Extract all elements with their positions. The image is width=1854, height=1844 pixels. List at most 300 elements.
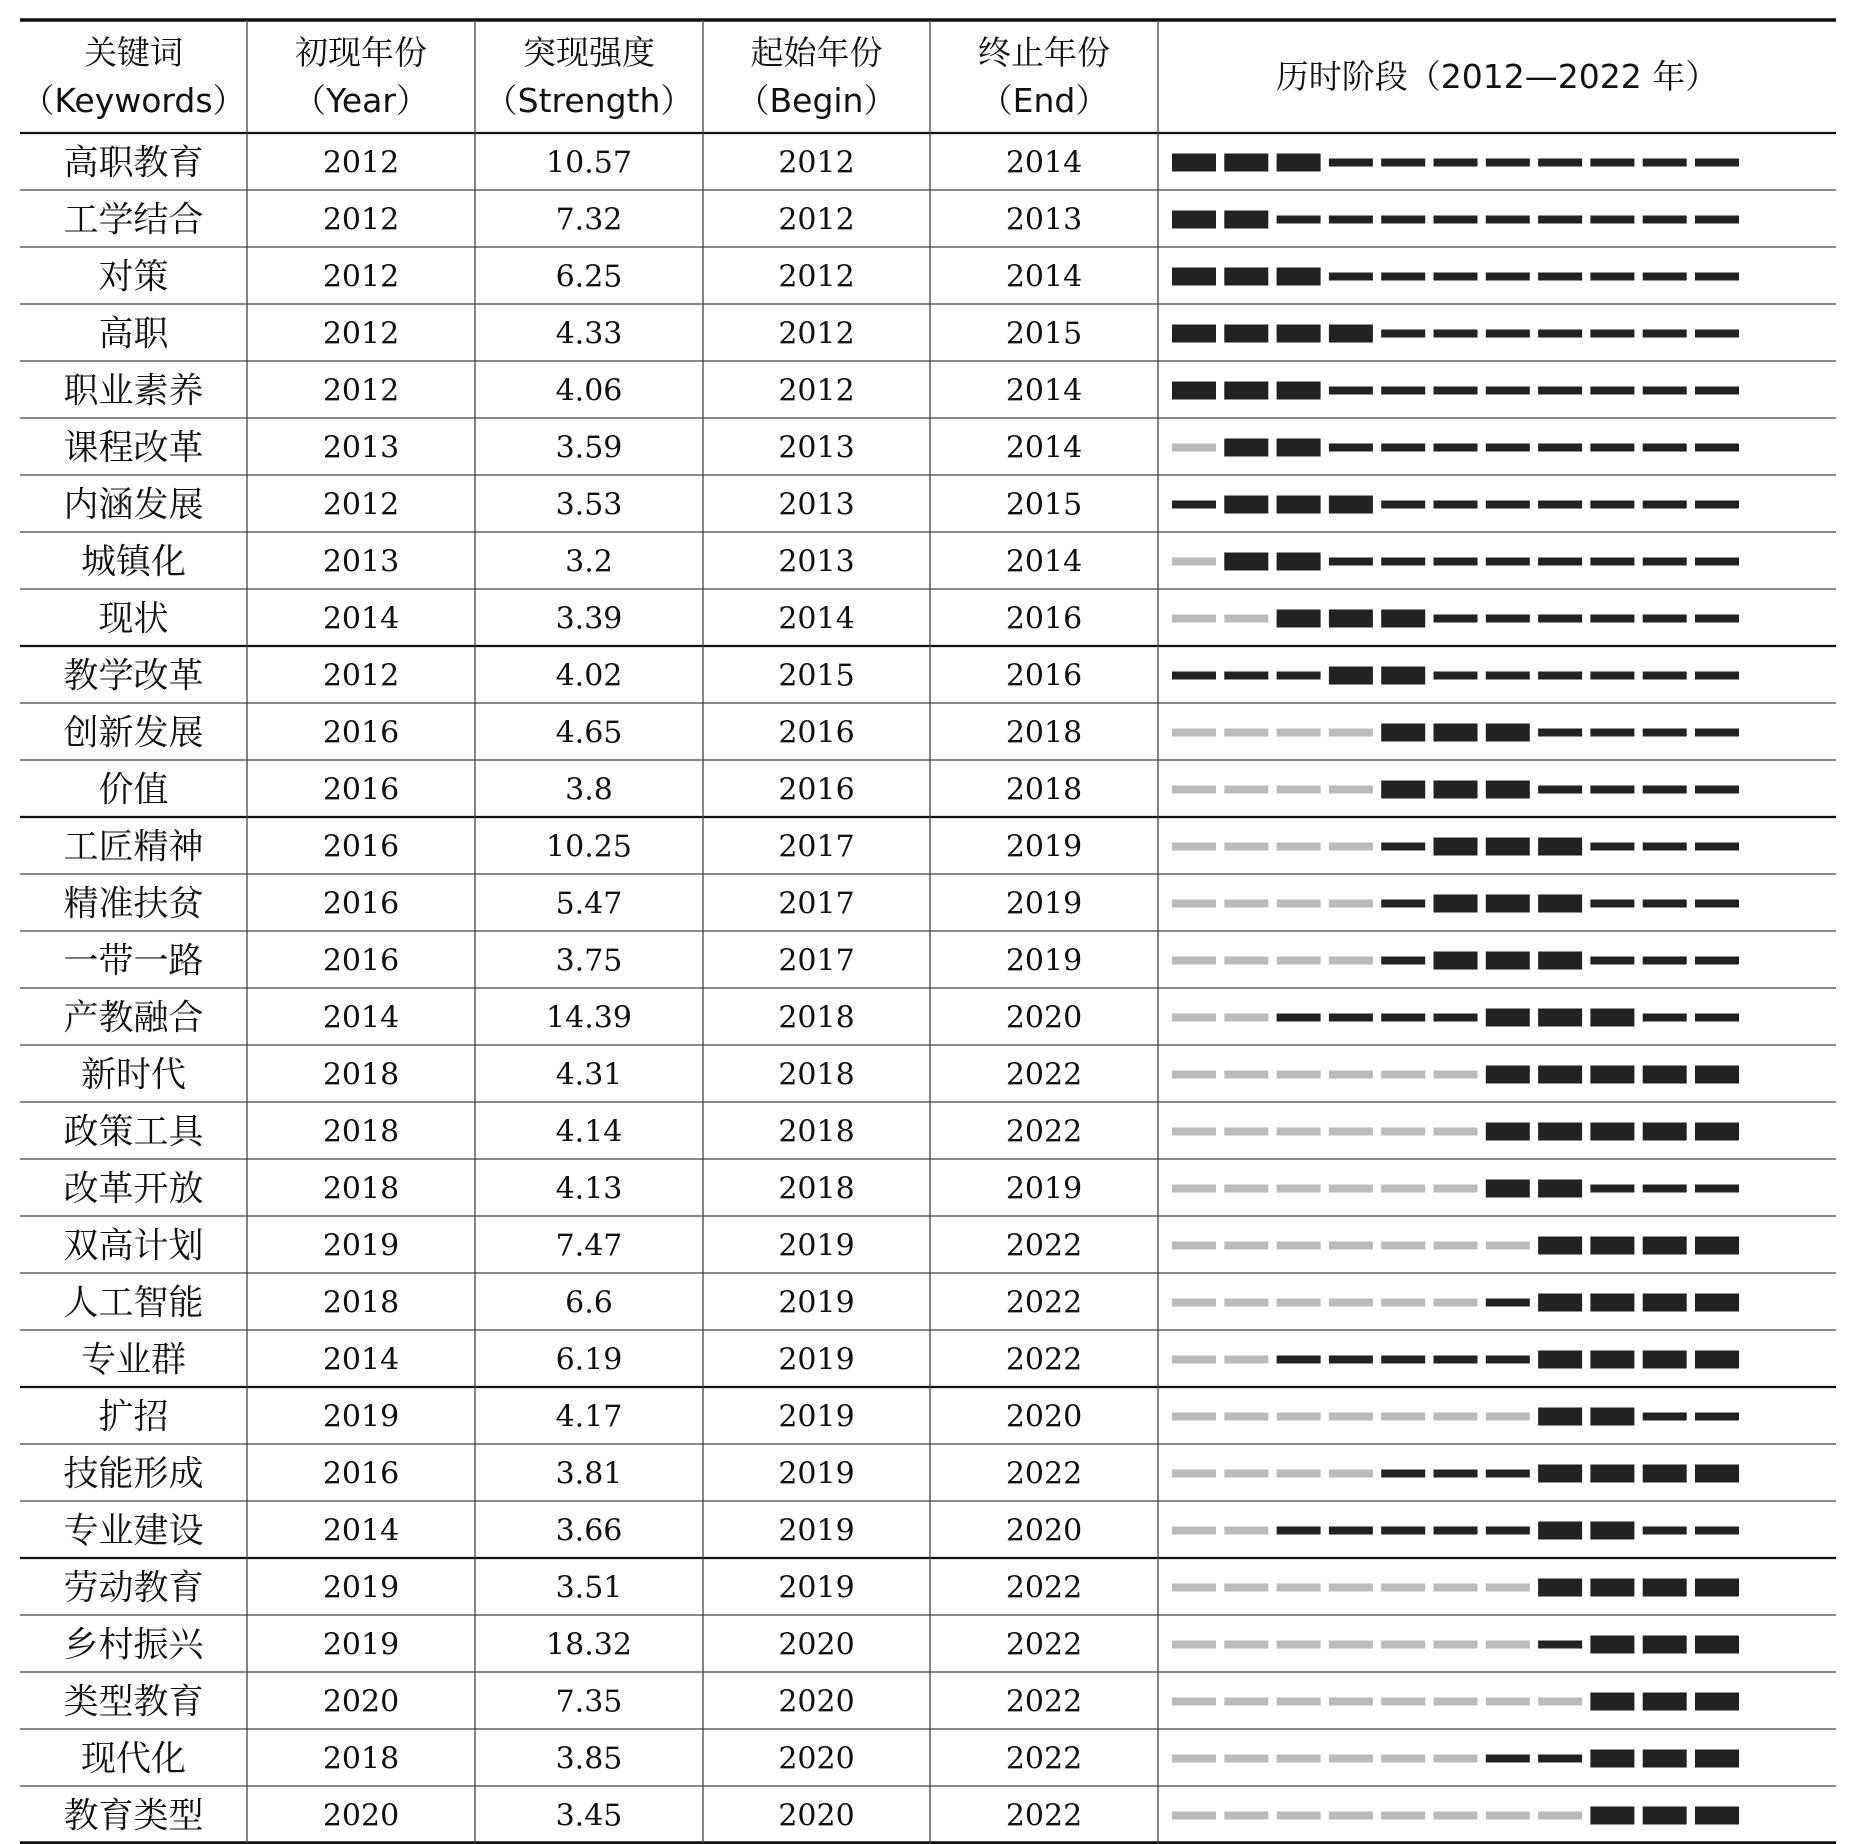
cell-begin: 2017 — [778, 829, 855, 865]
cell-begin: 2020 — [778, 1684, 855, 1720]
segment-burst — [1277, 610, 1321, 628]
segment-absent — [1381, 1128, 1425, 1136]
segment-absent — [1329, 957, 1373, 965]
segment-absent — [1224, 1812, 1268, 1820]
cell-strength: 10.57 — [546, 145, 632, 181]
segment-burst — [1329, 496, 1373, 514]
segment-burst — [1695, 1066, 1739, 1084]
cell-strength: 18.32 — [546, 1627, 632, 1663]
table-row — [63, 1797, 1739, 1837]
table-row — [98, 600, 1739, 640]
segment-absent — [1172, 786, 1216, 794]
segment-burst — [1590, 1066, 1634, 1084]
segment-present — [1486, 330, 1530, 338]
segment-absent — [1224, 1584, 1268, 1592]
cell-end: 2022 — [1005, 1684, 1083, 1720]
segment-present — [1381, 501, 1425, 509]
segment-present — [1538, 273, 1582, 281]
segment-burst — [1329, 610, 1373, 628]
cell-year: 2012 — [322, 658, 400, 694]
cell-begin: 2012 — [778, 316, 855, 352]
cell-strength: 7.35 — [555, 1684, 623, 1720]
segment-burst — [1590, 1750, 1634, 1768]
segment-present — [1538, 1755, 1582, 1763]
segment-absent — [1329, 843, 1373, 851]
segment-present — [1434, 1470, 1478, 1478]
segment-absent — [1172, 1470, 1216, 1478]
segment-present — [1643, 615, 1687, 623]
cell-year: 2012 — [322, 316, 400, 352]
segment-present — [1538, 672, 1582, 680]
cell-keyword: 技能形成 — [63, 1454, 204, 1495]
segment-absent — [1434, 1128, 1478, 1136]
cell-strength: 6.19 — [555, 1342, 623, 1378]
segment-present — [1434, 672, 1478, 680]
segment-absent — [1224, 1755, 1268, 1763]
cell-strength: 6.6 — [565, 1285, 613, 1321]
segment-present — [1695, 330, 1739, 338]
segment-absent — [1172, 1242, 1216, 1250]
segment-present — [1590, 444, 1634, 452]
cell-keyword: 政策工具 — [63, 1112, 204, 1153]
segment-present — [1486, 387, 1530, 395]
cell-year: 2019 — [322, 1228, 400, 1264]
segment-present — [1538, 330, 1582, 338]
segment-present — [1329, 159, 1373, 167]
segment-burst — [1695, 1750, 1739, 1768]
cell-keyword: 专业群 — [80, 1340, 187, 1381]
segment-absent — [1224, 900, 1268, 908]
segment-absent — [1329, 1299, 1373, 1307]
cell-strength: 4.14 — [555, 1114, 623, 1150]
segment-present — [1486, 1470, 1530, 1478]
segment-absent — [1172, 1698, 1216, 1706]
cell-year: 2019 — [322, 1570, 400, 1606]
cell-end: 2019 — [1005, 1171, 1083, 1207]
segment-present — [1434, 444, 1478, 452]
segment-absent — [1434, 1071, 1478, 1079]
cell-end: 2022 — [1005, 1570, 1083, 1606]
table-row — [63, 828, 1739, 868]
cell-year: 2013 — [322, 544, 400, 580]
cell-keyword: 专业建设 — [63, 1511, 204, 1552]
segment-present — [1277, 1014, 1321, 1022]
segment-absent — [1381, 1299, 1425, 1307]
cell-begin: 2018 — [778, 1057, 855, 1093]
segment-present — [1590, 216, 1634, 224]
cell-strength: 3.75 — [555, 943, 623, 979]
segment-present — [1695, 1527, 1739, 1535]
segment-present — [1643, 1014, 1687, 1022]
segment-present — [1590, 615, 1634, 623]
segment-burst — [1590, 1693, 1634, 1711]
segment-burst — [1643, 1351, 1687, 1369]
segment-present — [1695, 501, 1739, 509]
segment-present — [1486, 615, 1530, 623]
segment-present — [1434, 330, 1478, 338]
cell-begin: 2013 — [778, 544, 855, 580]
segment-absent — [1329, 1185, 1373, 1193]
cell-year: 2016 — [322, 772, 400, 808]
cell-begin: 2019 — [778, 1513, 855, 1549]
cell-strength: 4.06 — [555, 373, 623, 409]
table-row — [63, 999, 1739, 1039]
segment-burst — [1590, 1636, 1634, 1654]
cell-begin: 2019 — [778, 1228, 855, 1264]
cell-year: 2020 — [322, 1684, 400, 1720]
cell-keyword: 高职 — [98, 314, 169, 355]
segment-present — [1695, 957, 1739, 965]
segment-absent — [1329, 1071, 1373, 1079]
cell-keyword: 一带一路 — [63, 941, 204, 982]
segment-present — [1434, 387, 1478, 395]
segment-absent — [1277, 1299, 1321, 1307]
segment-present — [1643, 159, 1687, 167]
cell-begin: 2019 — [778, 1570, 855, 1606]
segment-absent — [1486, 1584, 1530, 1592]
cell-keyword: 劳动教育 — [63, 1568, 204, 1609]
segment-burst — [1538, 1123, 1582, 1141]
table-row — [63, 714, 1739, 754]
cell-year: 2013 — [322, 430, 400, 466]
table-row — [63, 201, 1739, 241]
cell-year: 2014 — [322, 601, 400, 637]
segment-absent — [1172, 900, 1216, 908]
segment-present — [1643, 786, 1687, 794]
cell-begin: 2016 — [778, 715, 855, 751]
segment-absent — [1277, 1128, 1321, 1136]
segment-present — [1486, 1356, 1530, 1364]
segment-absent — [1224, 1356, 1268, 1364]
segment-absent — [1172, 1641, 1216, 1649]
segment-burst — [1538, 1180, 1582, 1198]
segment-present — [1329, 216, 1373, 224]
segment-burst — [1277, 154, 1321, 172]
cell-keyword: 城镇化 — [80, 542, 187, 583]
header-year-en: （Year） — [293, 81, 429, 120]
segment-absent — [1172, 1014, 1216, 1022]
segment-absent — [1224, 843, 1268, 851]
cell-year: 2018 — [322, 1057, 400, 1093]
segment-burst — [1643, 1693, 1687, 1711]
cell-keyword: 类型教育 — [63, 1682, 204, 1723]
segment-present — [1381, 900, 1425, 908]
segment-present — [1486, 558, 1530, 566]
cell-begin: 2015 — [778, 658, 855, 694]
segment-burst — [1434, 838, 1478, 856]
segment-absent — [1277, 729, 1321, 737]
segment-present — [1695, 1413, 1739, 1421]
segment-absent — [1486, 1242, 1530, 1250]
segment-burst — [1434, 781, 1478, 799]
segment-burst — [1486, 724, 1530, 742]
cell-year: 2016 — [322, 886, 400, 922]
segment-absent — [1381, 1242, 1425, 1250]
segment-present — [1590, 900, 1634, 908]
cell-end: 2014 — [1005, 430, 1083, 466]
segment-present — [1381, 1356, 1425, 1364]
cell-year: 2016 — [322, 943, 400, 979]
cell-begin: 2012 — [778, 145, 855, 181]
segment-burst — [1643, 1750, 1687, 1768]
segment-present — [1695, 444, 1739, 452]
table-row — [63, 1512, 1739, 1552]
segment-absent — [1381, 1641, 1425, 1649]
cell-end: 2022 — [1005, 1627, 1083, 1663]
segment-burst — [1590, 1807, 1634, 1825]
segment-present — [1486, 1755, 1530, 1763]
segment-burst — [1695, 1693, 1739, 1711]
segment-present — [1695, 1185, 1739, 1193]
segment-absent — [1434, 1812, 1478, 1820]
segment-absent — [1277, 1470, 1321, 1478]
cell-keyword: 现代化 — [80, 1739, 187, 1780]
segment-present — [1434, 1014, 1478, 1022]
cell-end: 2019 — [1005, 829, 1083, 865]
segment-burst — [1643, 1579, 1687, 1597]
table-row — [63, 657, 1739, 697]
segment-burst — [1695, 1465, 1739, 1483]
cell-strength: 6.25 — [555, 259, 623, 295]
segment-present — [1224, 672, 1268, 680]
table-row — [98, 771, 1739, 811]
cell-year: 2019 — [322, 1399, 400, 1435]
segment-present — [1381, 1014, 1425, 1022]
segment-present — [1486, 216, 1530, 224]
cell-strength: 3.53 — [555, 487, 623, 523]
segment-present — [1538, 501, 1582, 509]
cell-keyword: 新时代 — [80, 1055, 187, 1096]
segment-absent — [1172, 1812, 1216, 1820]
segment-burst — [1277, 382, 1321, 400]
segment-absent — [1224, 1014, 1268, 1022]
segment-absent — [1538, 1698, 1582, 1706]
segment-present — [1329, 444, 1373, 452]
header-begin-en: （Begin） — [736, 81, 897, 120]
cell-strength: 10.25 — [546, 829, 632, 865]
cell-begin: 2017 — [778, 886, 855, 922]
segment-absent — [1329, 786, 1373, 794]
segment-absent — [1381, 1185, 1425, 1193]
cell-begin: 2017 — [778, 943, 855, 979]
segment-present — [1590, 1185, 1634, 1193]
segment-absent — [1172, 1128, 1216, 1136]
segment-burst — [1381, 724, 1425, 742]
segment-burst — [1224, 439, 1268, 457]
cell-end: 2022 — [1005, 1057, 1083, 1093]
table-row — [63, 942, 1739, 982]
table-row — [98, 258, 1739, 298]
segment-burst — [1224, 211, 1268, 229]
segment-absent — [1224, 1413, 1268, 1421]
segment-present — [1643, 330, 1687, 338]
segment-present — [1486, 1527, 1530, 1535]
cell-keyword: 教育类型 — [63, 1796, 204, 1837]
header-year-zh: 初现年份 — [295, 33, 427, 72]
cell-year: 2014 — [322, 1513, 400, 1549]
table-body — [63, 144, 1739, 1837]
segment-burst — [1277, 496, 1321, 514]
cell-end: 2014 — [1005, 544, 1083, 580]
segment-present — [1329, 273, 1373, 281]
segment-burst — [1486, 1009, 1530, 1027]
cell-year: 2018 — [322, 1741, 400, 1777]
cell-keyword: 职业素养 — [63, 371, 204, 412]
cell-strength: 7.32 — [555, 202, 623, 238]
cell-keyword: 工学结合 — [63, 200, 204, 241]
cell-keyword: 工匠精神 — [63, 827, 204, 868]
segment-absent — [1172, 957, 1216, 965]
table-row — [63, 372, 1739, 412]
segment-burst — [1172, 268, 1216, 286]
segment-burst — [1538, 1294, 1582, 1312]
table-row — [98, 1398, 1739, 1438]
segment-present — [1538, 387, 1582, 395]
cell-begin: 2013 — [778, 430, 855, 466]
segment-present — [1329, 387, 1373, 395]
segment-absent — [1329, 1812, 1373, 1820]
segment-absent — [1172, 615, 1216, 623]
cell-keyword: 内涵发展 — [63, 485, 204, 526]
segment-burst — [1224, 325, 1268, 343]
cell-strength: 4.33 — [555, 316, 623, 352]
cell-year: 2012 — [322, 259, 400, 295]
cell-begin: 2018 — [778, 1000, 855, 1036]
header-keywords-en: （Keywords） — [21, 81, 246, 120]
segment-burst — [1172, 325, 1216, 343]
cell-begin: 2020 — [778, 1798, 855, 1834]
cell-year: 2020 — [322, 1798, 400, 1834]
segment-present — [1538, 216, 1582, 224]
segment-present — [1538, 786, 1582, 794]
segment-absent — [1172, 1755, 1216, 1763]
segment-present — [1381, 444, 1425, 452]
cell-end: 2015 — [1005, 316, 1083, 352]
segment-burst — [1538, 1522, 1582, 1540]
segment-absent — [1172, 1413, 1216, 1421]
cell-strength: 4.31 — [555, 1057, 623, 1093]
segment-present — [1381, 387, 1425, 395]
segment-present — [1643, 1527, 1687, 1535]
cell-year: 2016 — [322, 829, 400, 865]
cell-strength: 3.51 — [555, 1570, 623, 1606]
segment-burst — [1381, 667, 1425, 685]
segment-burst — [1224, 553, 1268, 571]
cell-end: 2022 — [1005, 1342, 1083, 1378]
table-row — [63, 1569, 1739, 1609]
cell-end: 2014 — [1005, 259, 1083, 295]
cell-keyword: 精准扶贫 — [63, 884, 204, 925]
segment-present — [1434, 1356, 1478, 1364]
segment-absent — [1277, 1755, 1321, 1763]
segment-present — [1695, 786, 1739, 794]
cell-year: 2012 — [322, 145, 400, 181]
segment-burst — [1381, 781, 1425, 799]
cell-end: 2016 — [1005, 601, 1083, 637]
cell-year: 2012 — [322, 202, 400, 238]
table-row — [63, 1227, 1739, 1267]
segment-burst — [1538, 838, 1582, 856]
table-row — [63, 1284, 1739, 1324]
cell-keyword: 课程改革 — [63, 428, 204, 469]
cell-strength: 4.13 — [555, 1171, 623, 1207]
segment-burst — [1695, 1636, 1739, 1654]
segment-present — [1590, 729, 1634, 737]
cell-end: 2022 — [1005, 1228, 1083, 1264]
segment-present — [1434, 159, 1478, 167]
segment-present — [1590, 786, 1634, 794]
cell-begin: 2019 — [778, 1285, 855, 1321]
segment-present — [1434, 615, 1478, 623]
segment-present — [1486, 444, 1530, 452]
cell-end: 2022 — [1005, 1114, 1083, 1150]
segment-absent — [1224, 1527, 1268, 1535]
segment-burst — [1486, 1180, 1530, 1198]
segment-burst — [1695, 1807, 1739, 1825]
cell-begin: 2018 — [778, 1114, 855, 1150]
segment-absent — [1486, 1641, 1530, 1649]
segment-present — [1695, 159, 1739, 167]
segment-burst — [1329, 325, 1373, 343]
segment-present — [1172, 672, 1216, 680]
cell-keyword: 对策 — [98, 257, 169, 298]
segment-absent — [1224, 1299, 1268, 1307]
cell-begin: 2012 — [778, 202, 855, 238]
segment-absent — [1381, 1755, 1425, 1763]
segment-burst — [1538, 1351, 1582, 1369]
cell-strength: 3.81 — [555, 1456, 623, 1492]
cell-end: 2022 — [1005, 1285, 1083, 1321]
segment-burst — [1590, 1123, 1634, 1141]
segment-absent — [1224, 1470, 1268, 1478]
segment-absent — [1277, 900, 1321, 908]
cell-strength: 3.2 — [565, 544, 613, 580]
segment-present — [1590, 159, 1634, 167]
segment-burst — [1590, 1009, 1634, 1027]
segment-absent — [1224, 1185, 1268, 1193]
segment-burst — [1590, 1351, 1634, 1369]
cell-begin: 2020 — [778, 1741, 855, 1777]
segment-present — [1590, 501, 1634, 509]
segment-burst — [1277, 268, 1321, 286]
segment-present — [1590, 672, 1634, 680]
table-rules — [20, 20, 1836, 1843]
segment-absent — [1434, 1413, 1478, 1421]
segment-absent — [1486, 1413, 1530, 1421]
segment-absent — [1172, 729, 1216, 737]
segment-absent — [1172, 1185, 1216, 1193]
segment-absent — [1329, 1755, 1373, 1763]
segment-present — [1329, 1356, 1373, 1364]
segment-burst — [1643, 1237, 1687, 1255]
segment-present — [1381, 273, 1425, 281]
table-row — [98, 315, 1739, 355]
segment-burst — [1381, 610, 1425, 628]
segment-burst — [1538, 895, 1582, 913]
segment-absent — [1224, 957, 1268, 965]
segment-burst — [1643, 1465, 1687, 1483]
segment-present — [1643, 387, 1687, 395]
cell-begin: 2014 — [778, 601, 855, 637]
segment-absent — [1329, 1413, 1373, 1421]
segment-burst — [1695, 1351, 1739, 1369]
header-end-en: （End） — [979, 81, 1109, 120]
segment-absent — [1329, 1584, 1373, 1592]
segment-present — [1538, 1641, 1582, 1649]
cell-end: 2020 — [1005, 1513, 1083, 1549]
segment-absent — [1329, 1128, 1373, 1136]
segment-present — [1538, 159, 1582, 167]
